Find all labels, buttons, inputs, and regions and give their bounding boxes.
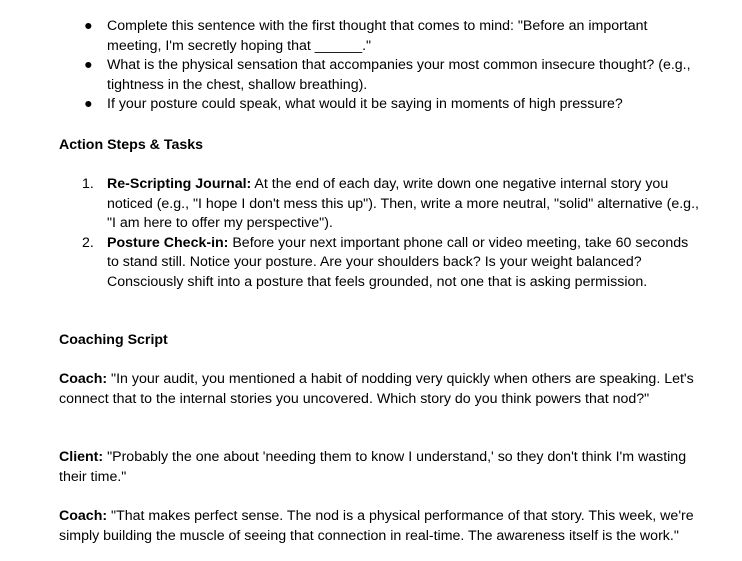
speaker-text: "That makes perfect sense. The nod is a physical performance of that story. This week, we're simply building the muscle of seeing that connection in real-time. The awareness itself is the work." xyxy=(59,508,694,544)
list-item xyxy=(59,234,699,293)
script-line xyxy=(59,370,699,409)
coaching-script-heading: Coaching Script xyxy=(59,332,168,348)
list-item xyxy=(59,56,699,95)
speaker-label: Coach: xyxy=(59,508,108,524)
bullet-text: Complete this sentence with the first thought that comes to mind: "Before an important meeting, I'm secretly hoping that ______." xyxy=(107,18,648,54)
bullet-icon: ● xyxy=(84,57,93,73)
list-item xyxy=(59,95,699,115)
step-title: Re-Scripting Journal: xyxy=(107,176,252,192)
step-title: Posture Check-in: xyxy=(107,234,229,251)
step-text: At the end of each day, write down one negative internal story you noticed (e.g., "I hope I don't mess this up"). Then, write a more neutral, "solid" alternative (e.g., "I am here to offer my perspective"). xyxy=(107,176,699,231)
speaker-text: "In your audit, you mentioned a habit of nodding very quickly when others are speaking. Let's connect that to the internal stories you uncovered. Which story do you think powers that nod?" xyxy=(59,371,694,407)
speaker-label: Client: xyxy=(59,449,104,465)
speaker-label: Coach: xyxy=(59,371,108,387)
bullet-text: If your posture could speak, what would it be saying in moments of high pressure? xyxy=(107,96,623,112)
action-steps-heading: Action Steps & Tasks xyxy=(59,137,204,153)
speaker-text: "Probably the one about 'needing them to know I understand,' so they don't think I'm wasting their time." xyxy=(59,449,687,485)
script-line xyxy=(59,507,699,546)
list-item xyxy=(59,175,699,234)
bullet-text: What is the physical sensation that accompanies your most common insecure thought? (e.g., tightness in the chest, shallow breathing). xyxy=(107,57,691,93)
action-steps-list xyxy=(59,175,699,292)
script-line xyxy=(59,448,699,487)
list-item xyxy=(59,17,699,56)
bullet-icon: ● xyxy=(84,96,93,112)
reflection-question-list xyxy=(59,17,699,115)
step-text: Before your next important phone call or video meeting, take 60 seconds to stand still. Notice your posture. Are your shoulders back? Is your weight balanced? Consciously shift into a posture that feels grounded, not one that is asking permission. xyxy=(107,234,689,290)
bullet-icon: ● xyxy=(84,18,93,34)
step-number: 2. xyxy=(82,234,94,251)
step-number: 1. xyxy=(82,176,94,192)
